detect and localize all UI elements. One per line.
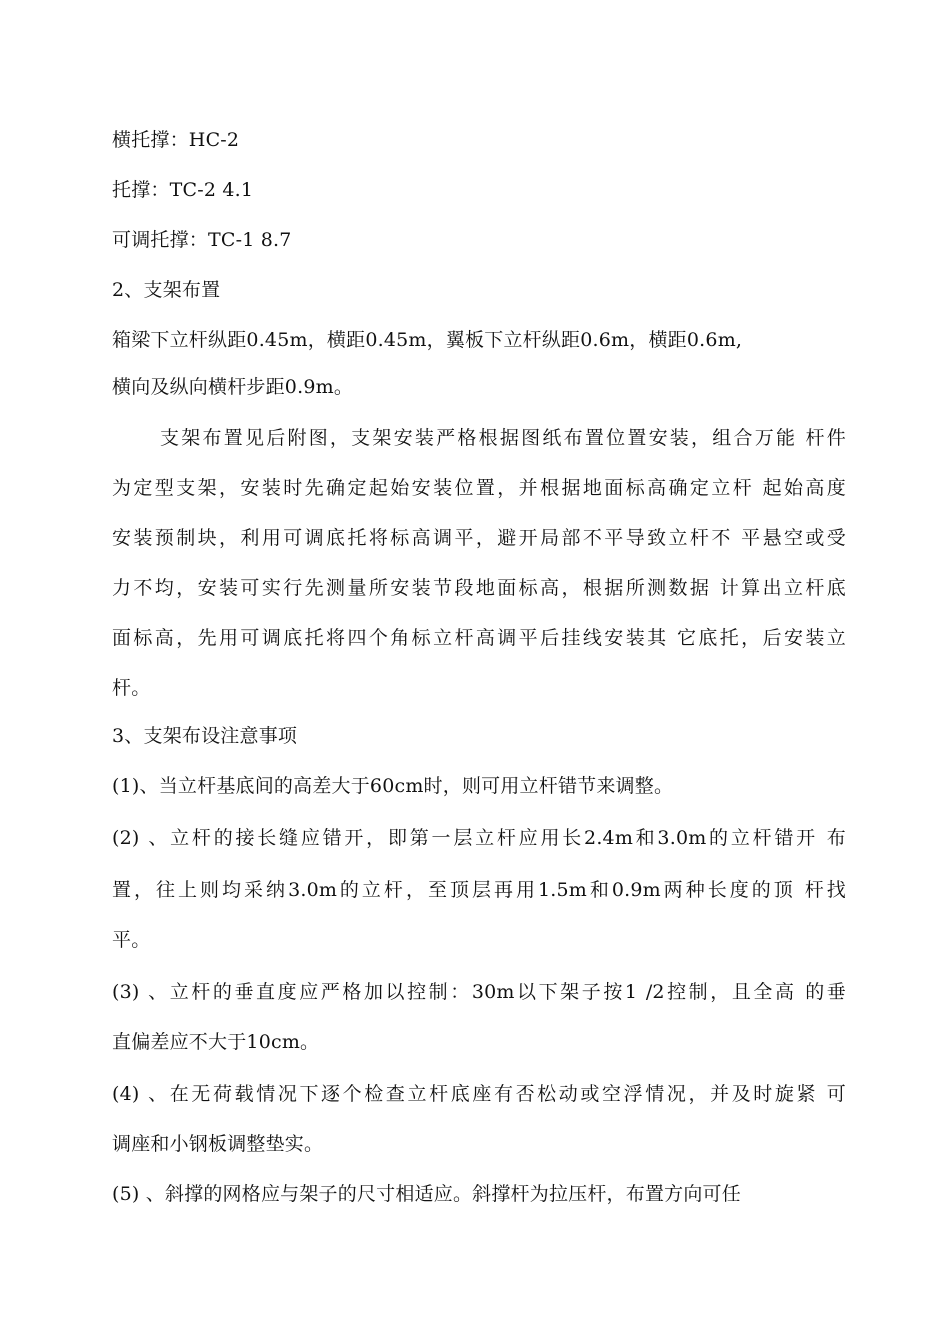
section-heading-notes: 3、支架布设注意事项 [112,725,298,747]
text-line-tc2: 托撑：TC-2 4.1 [112,179,254,201]
note-item-2-cont: 平。 [112,929,151,951]
note-item-5: (5) 、斜撑的网格应与架子的尺寸相适应。斜撑杆为拉压杆，布置方向可任 [112,1183,741,1205]
text-line-spacing: 箱梁下立杆纵距0.45m，横距0.45m，翼板下立杆纵距0.6m，横距0.6m, [112,329,743,351]
note-item-2: (2) 、立杆的接长缝应错开，即第一层立杆应用长2.4m和3.0m的立杆错开 布 [112,827,846,849]
section-heading-support-layout: 2、支架布置 [112,279,221,301]
paragraph-line: 面标高，先用可调底托将四个角标立杆高调平后挂线安装其 它底托，后安装立 [112,627,846,649]
paragraph-line: 力不均，安装可实行先测量所安装节段地面标高，根据所测数据 计算出立杆底 [112,577,846,599]
paragraph-line: 支架布置见后附图，支架安装严格根据图纸布置位置安装，组合万能 杆件 [160,427,846,449]
text-line-step: 横向及纵向横杆步距0.9m。 [112,376,354,398]
note-item-3: (3) 、立杆的垂直度应严格加以控制：30m以下架子按1 /2控制，且全高 的垂 [112,981,846,1003]
text-line-tc1: 可调托撑：TC-1 8.7 [112,229,292,251]
note-item-1: (1)、当立杆基底间的高差大于60cm时，则可用立杆错节来调整。 [112,775,674,797]
note-item-3-cont: 直偏差应不大于10cm。 [112,1031,320,1053]
paragraph-line: 安装预制块，利用可调底托将标高调平，避开局部不平导致立杆不 平悬空或受 [112,527,846,549]
paragraph-line: 为定型支架，安装时先确定起始安装位置，并根据地面标高确定立杆 起始高度 [112,477,846,499]
note-item-4-cont: 调座和小钢板调整垫实。 [112,1133,324,1155]
paragraph-line: 杆。 [112,677,151,699]
text-line-hc2: 横托撑：HC-2 [112,129,240,151]
note-item-2-cont: 置，往上则均采纳3.0m的立杆，至顶层再用1.5m和0.9m两种长度的顶 杆找 [112,879,846,901]
note-item-4: (4) 、在无荷载情况下逐个检查立杆底座有否松动或空浮情况，并及时旋紧 可 [112,1083,846,1105]
